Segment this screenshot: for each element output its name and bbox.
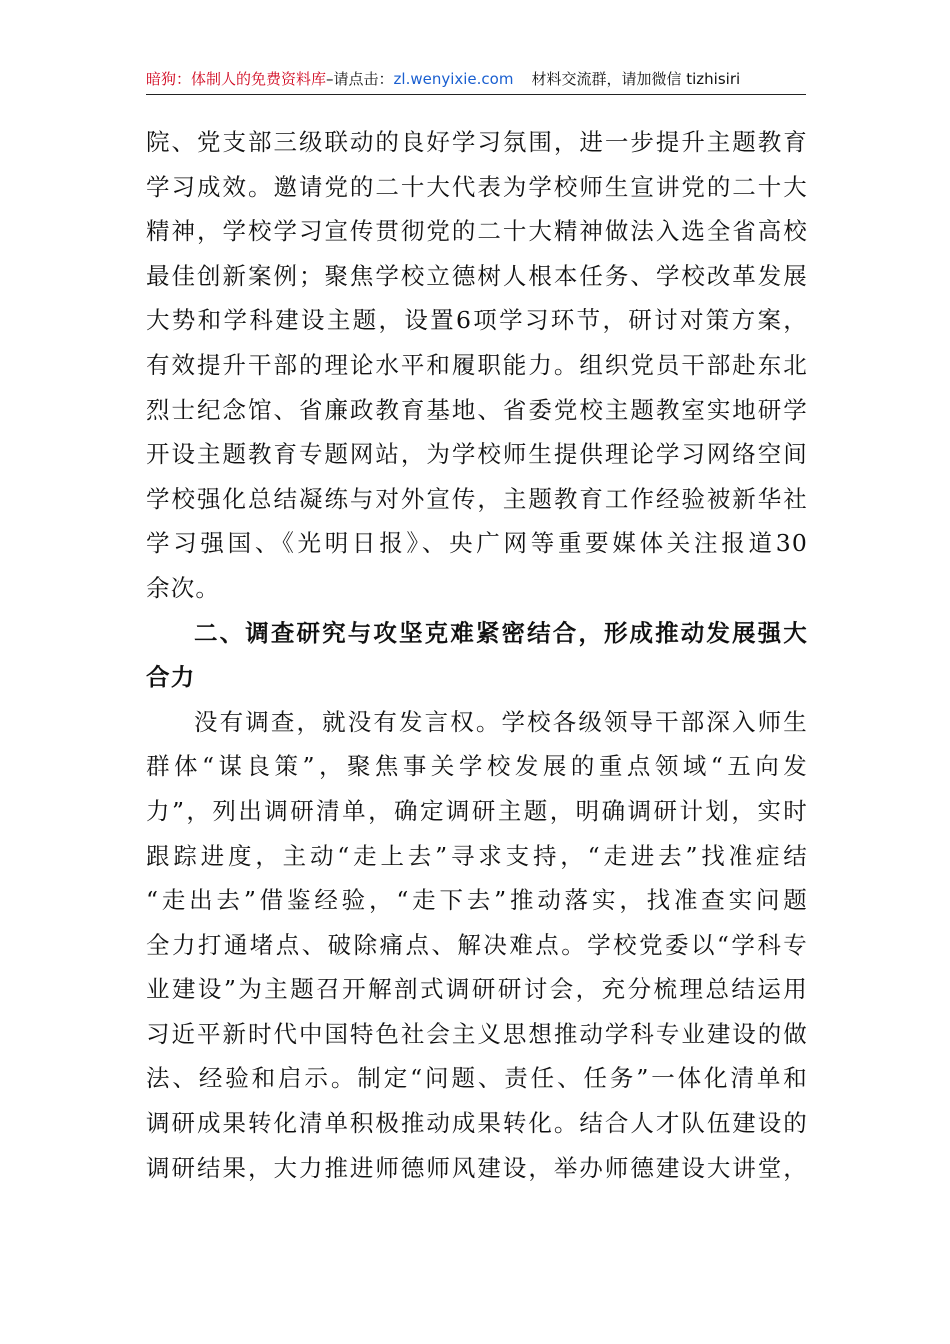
paragraph-2 [146,700,808,1191]
header-link[interactable]: zl.wenyixie.com [393,70,514,88]
text-line: 没有调查，就没有发言权。学校各级领导干部深入师生 [194,707,808,736]
text-line: 学校强化总结凝练与对外宣传，主题教育工作经验被新华社 [146,484,808,513]
document-body [146,120,808,1190]
text-line: 院、党支部三级联动的良好学习氛围，进一步提升主题教育 [146,128,808,156]
heading-line: 二、调查研究与攻坚克难紧密结合，形成推动发展强大 [194,618,808,647]
text-line: 精神，学校学习宣传贯彻党的二十大精神做法入选全省高校 [146,217,808,246]
text-line: 力”，列出调研清单，确定调研主题，明确调研计划，实时 [146,796,808,825]
text-line: 开设主题教育专题网站，为学校师生提供理论学习网络空间 [146,440,808,469]
header-brand: 暗狗：体制人的免费资料库 [146,70,327,88]
text-line: 有效提升干部的理论水平和履职能力。组织党员干部赴东北 [146,350,808,379]
text-line: 最佳创新案例；聚焦学校立德树人根本任务、学校改革发展 [146,261,808,290]
page-header [146,66,806,95]
paragraph-1 [146,120,808,611]
text-line: 法、经验和启示。制定“问题、责任、任务”一体化清单和 [146,1064,808,1093]
heading-line: 合力 [146,663,196,692]
text-line: 跟踪进度，主动“走上去”寻求支持，“走进去”找准症结 [146,841,808,870]
header-prompt: –请点击： [326,70,394,88]
header-group-note: 材料交流群，请加微信 tizhisiri [531,70,741,88]
text-line: 余次。 [146,573,221,602]
text-line: 学习强国、《光明日报》、央广网等重要媒体关注报道30 [146,529,808,558]
text-line: 大势和学科建设主题，设置6项学习环节，研讨对策方案， [146,306,808,335]
text-line: 全力打通堵点、破除痛点、解决难点。学校党委以“学科专 [146,930,808,959]
text-line: 群体“谋良策”，聚焦事关学校发展的重点领域“五向发 [146,752,808,781]
text-line: 烈士纪念馆、省廉政教育基地、省委党校主题教室实地研学 [146,395,808,424]
text-line: 调研结果，大力推进师德师风建设，举办师德建设大讲堂， [146,1153,808,1182]
text-line: 学习成效。邀请党的二十大代表为学校师生宣讲党的二十大 [146,172,808,201]
section-heading-2 [146,611,808,700]
text-line: 习近平新时代中国特色社会主义思想推动学科专业建设的做 [146,1019,808,1048]
text-line: “走出去”借鉴经验，“走下去”推动落实，找准查实问题 [146,886,808,915]
text-line: 调研成果转化清单积极推动成果转化。结合人才队伍建设的 [146,1109,808,1138]
text-line: 业建设”为主题召开解剖式调研研讨会，充分梳理总结运用 [146,975,808,1004]
